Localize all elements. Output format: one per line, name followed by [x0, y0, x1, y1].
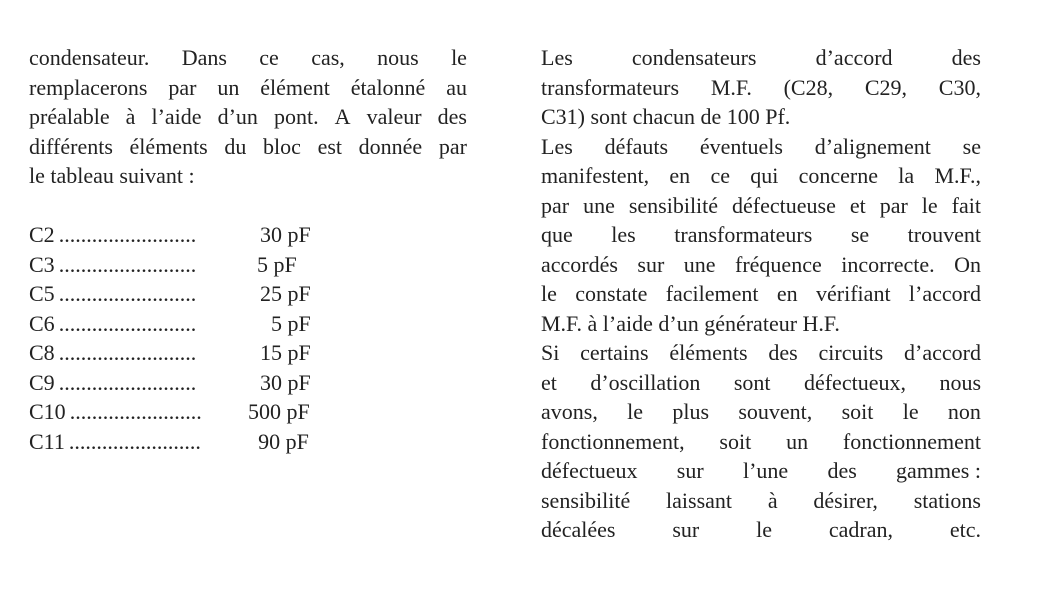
- capacitor-row: [29, 338, 467, 368]
- word: sur: [676, 458, 704, 483]
- word: l’une: [742, 458, 789, 483]
- word: élément: [260, 74, 330, 100]
- capacitor-row: [29, 427, 467, 457]
- word: l’accord: [908, 281, 981, 306]
- capacitor-row: [29, 309, 467, 339]
- word: condensateurs: [631, 45, 757, 70]
- word: décalées: [541, 517, 616, 542]
- capacitor-name: C5: [29, 281, 55, 306]
- word: nous: [377, 45, 419, 70]
- right-column: [541, 43, 981, 545]
- word: sur: [637, 251, 665, 277]
- left-column: [29, 43, 467, 456]
- leader-dots: .........................: [58, 251, 197, 277]
- word: le: [902, 399, 919, 424]
- word: fonctionnement,: [541, 428, 685, 454]
- paragraph-line: [541, 338, 981, 368]
- word: d’alignement: [814, 133, 931, 159]
- capacitor-name: C6: [29, 310, 55, 336]
- capacitor-row: [29, 279, 467, 309]
- word: le tableau suivant :: [29, 163, 195, 188]
- paragraph-line: [29, 102, 467, 132]
- word: par: [438, 133, 467, 159]
- word: défectueux,: [803, 369, 906, 395]
- word: un: [786, 428, 809, 454]
- word: une: [683, 251, 716, 277]
- word: cas,: [311, 45, 345, 70]
- word: le: [627, 399, 644, 424]
- word: nous: [939, 369, 981, 395]
- word: M.F. à l’aide d’un générateur H.F.: [541, 310, 840, 336]
- word: à: [767, 487, 778, 513]
- word: M.F.: [710, 74, 752, 100]
- word: etc.: [949, 517, 981, 542]
- word: vérifiant: [816, 281, 891, 306]
- capacitor-value: 500 pF: [247, 399, 310, 424]
- paragraph-line: [29, 161, 467, 191]
- capacitor-value: 90 pF: [258, 428, 309, 454]
- word: ce: [259, 45, 279, 70]
- word: donnée: [358, 133, 423, 159]
- word: laissant: [666, 487, 733, 513]
- paragraph-line: [541, 161, 981, 191]
- word: incorrecte.: [841, 251, 935, 277]
- word: qui: [750, 163, 779, 188]
- word: transformateurs: [541, 74, 680, 100]
- word: le: [756, 517, 772, 542]
- word: circuits: [818, 340, 884, 365]
- word: cadran,: [828, 517, 893, 542]
- paragraph-line: [541, 220, 981, 250]
- capacitor-name: C9: [29, 369, 55, 395]
- paragraph-line: [29, 132, 467, 162]
- capacitor-row: [29, 368, 467, 398]
- word: sensibilité: [541, 487, 631, 513]
- word: en: [669, 163, 691, 188]
- word: fait: [951, 192, 981, 218]
- word: certains: [580, 340, 649, 365]
- word: M.F.,: [934, 163, 981, 188]
- capacitor-row: [29, 250, 467, 280]
- capacitor-row: [29, 397, 467, 427]
- word: des: [768, 340, 798, 365]
- word: A: [334, 104, 351, 129]
- word: remplacerons: [29, 74, 148, 100]
- capacitor-name: C2: [29, 222, 55, 247]
- word: d’accord: [815, 45, 893, 70]
- word: se: [962, 133, 981, 159]
- capacitor-name: C10: [29, 399, 66, 424]
- paragraph-line: [541, 515, 981, 545]
- word: un: [217, 74, 240, 100]
- capacitor-row: [29, 220, 467, 250]
- word: non: [947, 399, 981, 424]
- paragraph-line: [541, 43, 981, 73]
- word: plus: [672, 399, 710, 424]
- word: (C28,: [783, 74, 834, 100]
- word: étalonné: [350, 74, 426, 100]
- capacitor-value: 15 pF: [259, 340, 311, 365]
- word: défectueux: [541, 458, 638, 483]
- capacitor-value: 30 pF: [259, 222, 311, 247]
- word: et: [541, 369, 557, 395]
- capacitor-value: 25 pF: [259, 281, 311, 306]
- word: éventuels: [699, 133, 783, 159]
- word: ce: [710, 163, 730, 188]
- paragraph-line: [541, 132, 981, 162]
- word: au: [446, 74, 467, 100]
- word: concerne: [798, 163, 879, 188]
- word: est: [317, 133, 343, 159]
- word: facilement: [665, 281, 759, 306]
- leader-dots: .........................: [58, 310, 197, 336]
- word: différents: [29, 133, 113, 159]
- spacer: [29, 191, 467, 221]
- leader-dots: ........................: [69, 399, 202, 424]
- word: accordés: [541, 251, 618, 277]
- word: bloc: [263, 133, 301, 159]
- word: Les: [541, 133, 573, 159]
- word: avons,: [541, 399, 598, 424]
- word: par: [541, 192, 570, 218]
- word: en: [776, 281, 798, 306]
- word: des: [437, 104, 467, 129]
- word: d’un: [217, 104, 258, 129]
- paragraph-line: [541, 191, 981, 221]
- word: se: [850, 222, 870, 247]
- word: pont.: [273, 104, 319, 129]
- word: à: [125, 104, 136, 129]
- paragraph-line: [29, 43, 467, 73]
- word: le: [921, 192, 938, 218]
- word: et: [849, 192, 866, 218]
- word: le: [451, 45, 467, 70]
- word: C31) sont chacun de 100 Pf.: [541, 104, 791, 129]
- word: par: [879, 192, 908, 218]
- word: constate: [575, 281, 648, 306]
- capacitor-value: 30 pF: [259, 369, 311, 395]
- capacitor-name: C11: [29, 428, 65, 454]
- word: du: [224, 133, 247, 159]
- word: des: [951, 45, 981, 70]
- word: gammes :: [896, 458, 981, 483]
- word: trouvent: [907, 222, 981, 247]
- word: défauts: [604, 133, 669, 159]
- word: fréquence: [735, 251, 822, 277]
- word: une: [583, 192, 615, 218]
- paragraph-line: [541, 456, 981, 486]
- word: C29,: [864, 74, 908, 100]
- word: condensateur.: [29, 45, 150, 70]
- word: l’aide: [151, 104, 202, 129]
- word: manifestent,: [541, 163, 650, 188]
- leader-dots: ........................: [68, 428, 201, 454]
- word: soit: [841, 399, 874, 424]
- paragraph-line: [541, 309, 981, 339]
- word: les: [611, 222, 636, 247]
- capacitor-name: C8: [29, 340, 55, 365]
- word: sensibilité: [628, 192, 719, 218]
- word: transformateurs: [674, 222, 813, 247]
- paragraph-line: [541, 427, 981, 457]
- leader-dots: .........................: [58, 222, 197, 247]
- word: soit: [719, 428, 752, 454]
- word: sont: [733, 369, 771, 395]
- word: sur: [672, 517, 700, 542]
- word: des: [827, 458, 857, 483]
- paragraph-line: [541, 250, 981, 280]
- word: préalable: [29, 104, 110, 129]
- paragraph-line: [541, 279, 981, 309]
- word: On: [954, 251, 981, 277]
- word: fonctionnement: [842, 428, 981, 454]
- paragraph-line: [29, 73, 467, 103]
- word: d’oscillation: [590, 369, 701, 395]
- word: défectueuse: [732, 192, 836, 218]
- word: C30,: [938, 74, 981, 100]
- word: d’accord: [904, 340, 981, 365]
- word: éléments: [129, 133, 208, 159]
- word: la: [898, 163, 915, 188]
- paragraph-line: [541, 73, 981, 103]
- word: désirer,: [813, 487, 878, 513]
- paragraph-line: [541, 368, 981, 398]
- word: éléments: [669, 340, 748, 365]
- word: Les: [541, 45, 573, 70]
- word: valeur: [366, 104, 422, 129]
- leader-dots: .........................: [58, 340, 197, 365]
- word: le: [541, 281, 557, 306]
- word: que: [541, 222, 573, 247]
- leader-dots: .........................: [58, 281, 197, 306]
- paragraph-line: [541, 486, 981, 516]
- capacitor-name: C3: [29, 251, 55, 277]
- word: souvent,: [738, 399, 813, 424]
- word: Si: [541, 340, 560, 365]
- capacitor-value: 5 pF: [270, 310, 311, 336]
- paragraph-line: [541, 102, 981, 132]
- word: stations: [913, 487, 981, 513]
- word: Dans: [181, 45, 227, 70]
- paragraph-line: [541, 397, 981, 427]
- word: par: [168, 74, 197, 100]
- capacitor-value: 5 pF: [256, 251, 297, 277]
- leader-dots: .........................: [58, 369, 197, 395]
